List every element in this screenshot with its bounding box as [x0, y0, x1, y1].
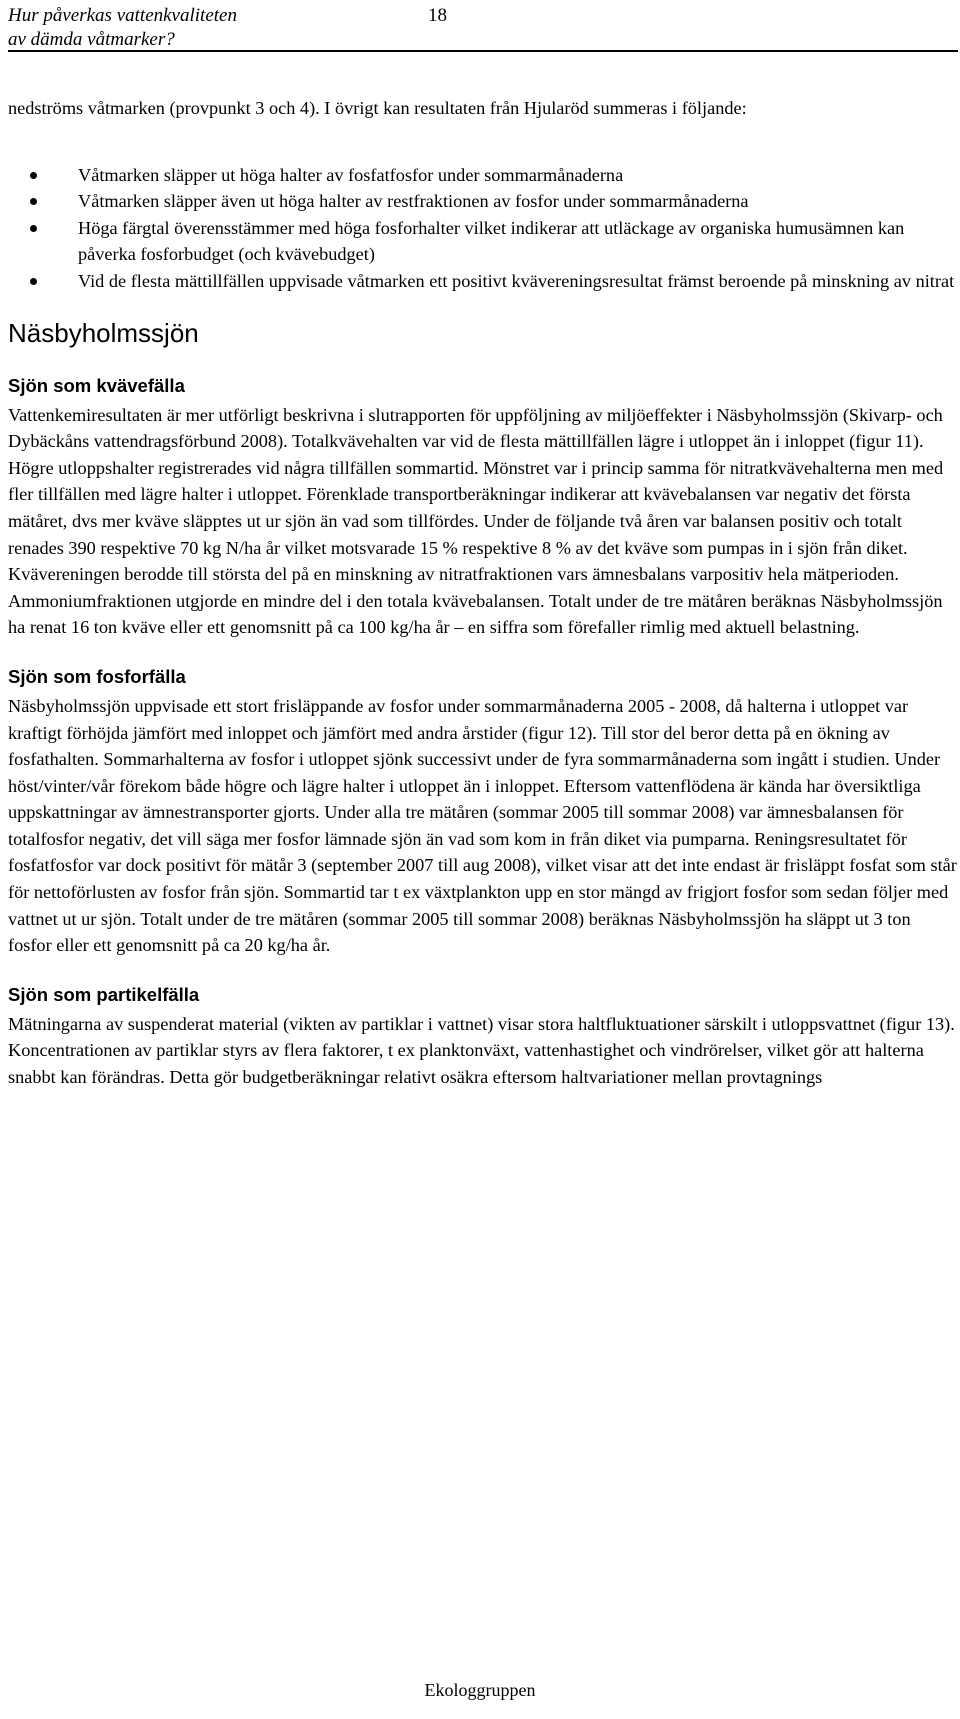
bullet-text: Våtmarken släpper även ut höga halter av restfraktionen av fosfor under sommarmånaderna: [78, 191, 749, 212]
bullet-item: [8, 215, 958, 268]
summary-bullet-list: [8, 162, 958, 295]
intro-paragraph: nedströms våtmarken (provpunkt 3 och 4). I övrigt kan resultaten från Hjularöd summeras i följande:: [8, 98, 747, 118]
bullet-dot-icon: [30, 278, 37, 285]
header-title-line-2: av dämda våtmarker?: [8, 29, 175, 50]
subsection-heading-phosphorus: Sjön som fosforfälla: [8, 665, 186, 687]
section-heading: Näsbyholmssjön: [8, 317, 199, 348]
subsection-heading-particles: Sjön som partikelfälla: [8, 983, 200, 1005]
bullet-text: Vid de flesta mättillfällen uppvisade våtmarken ett positivt kvävereningsresultat främst beroende på minskning av nitrat: [78, 270, 955, 291]
header-rule: [8, 50, 958, 52]
page-number: 18: [428, 5, 447, 26]
page-footer: Ekologgruppen: [424, 1680, 536, 1700]
bullet-item: [8, 188, 958, 215]
bullet-dot-icon: [30, 225, 37, 232]
bullet-dot-icon: [30, 198, 37, 205]
bullet-dot-icon: [30, 172, 37, 179]
bullet-item: [8, 268, 958, 295]
running-header: [8, 4, 958, 52]
bullet-text: Höga färgtal överensstämmer med höga fosforhalter vilket indikerar att utläckage av organiska humusämnen kan påverka fosforbudget (och kvävebudget): [78, 217, 905, 265]
subsection-heading-nitrogen: Sjön som kvävefälla: [8, 374, 185, 396]
subsection-paragraph-phosphorus: Näsbyholmssjön uppvisade ett stort frisläppande av fosfor under sommarmånaderna 2005 - 2008, då halterna i utloppet var kraftigt förhöjda jämfört med inloppet och jämfört med andra årstider (figur 12). Till stor del beror detta på en ökning av fosfathalten. Sommarhalterna av fosfor i utloppet sjönk successivt under de fyra sommarmånaderna som ingått i studien. Under höst/vinter/vår förekom både högre och lägre halter i utloppet än i inloppet. Eftersom vattenflödena är kända har översiktliga uppskattningar av ämnestransporter gjorts. Under alla tre mätåren (sommar 2005 till sommar 2008) var ämnesbalansen för totalfosfor negativ, det vill säga mer fosfor lämnade sjön än vad som kom in från diket via pumparna. Reningsresultatet för fosfatfosfor var dock positivt för mätår 3 (september 2007 till aug 2008), vilket visar att det inte endast är frisläppt fosfat som står för nettoförlusten av fosfor från sjön. Sommartid tar t ex växtplankton upp en stor mängd av frigjort fosfor som sedan följer med vattnet ut ur sjön. Totalt under de tre mätåren (sommar 2005 till sommar 2008) beräknas Näsbyholmssjön ha släppt ut 3 ton fosfor eller ett genomsnitt på ca 20 kg/ha år.: [8, 695, 957, 956]
bullet-text: Våtmarken släpper ut höga halter av fosfatfosfor under sommarmånaderna: [78, 164, 624, 185]
document-body: [8, 95, 958, 1091]
bullet-item: [8, 162, 958, 189]
subsection-paragraph-particles: Mätningarna av suspenderat material (vikten av partiklar i vattnet) visar stora haltfluktuationer särskilt i utloppsvattnet (figur 13). Koncentrationen av partiklar styrs av flera faktorer, t ex planktonväxt, vattenhastighet och vindrörelser, vilket gör att halterna snabbt kan förändras. Detta gör budgetberäkningar relativt osäkra eftersom haltvariationer mellan provtagnings: [8, 1013, 955, 1088]
header-title-line-1: Hur påverkas vattenkvaliteten: [8, 5, 237, 26]
subsection-paragraph-nitrogen: Vattenkemiresultaten är mer utförligt beskrivna i slutrapporten för uppföljning av miljöeffekter i Näsbyholmssjön (Skivarp- och Dybäckåns vattendragsförbund 2008). Totalkvävehalten var vid de flesta mättillfällen lägre i utloppet än i inloppet (figur 11). Högre utloppshalter registrerades vid några tillfällen sommartid. Mönstret var i princip samma för nitratkvävehalterna men med fler tillfällen med lägre halter i utloppet. Förenklade transportberäkningar indikerar att kvävebalansen var negativ det första mätåret, dvs mer kväve släpptes ut ur sjön än vad som tillfördes. Under de följande två åren var balansen positiv och totalt renades 390 respektive 70 kg N/ha år vilket motsvarade 15 % respektive 8 % av det kväve som pumpas in i sjön från diket. Kvävereningen berodde till största del på en minskning av nitratfraktionen vars ämnesbalans varpositiv hela mätperioden. Ammoniumfraktionen utgjorde en mindre del i den totala kvävebalansen. Totalt under de tre mätåren beräknas Näsbyholmssjön ha renat 16 ton kväve eller ett genomsnitt på ca 100 kg/ha år – en siffra som förefaller rimlig med aktuell belastning.: [8, 404, 944, 638]
